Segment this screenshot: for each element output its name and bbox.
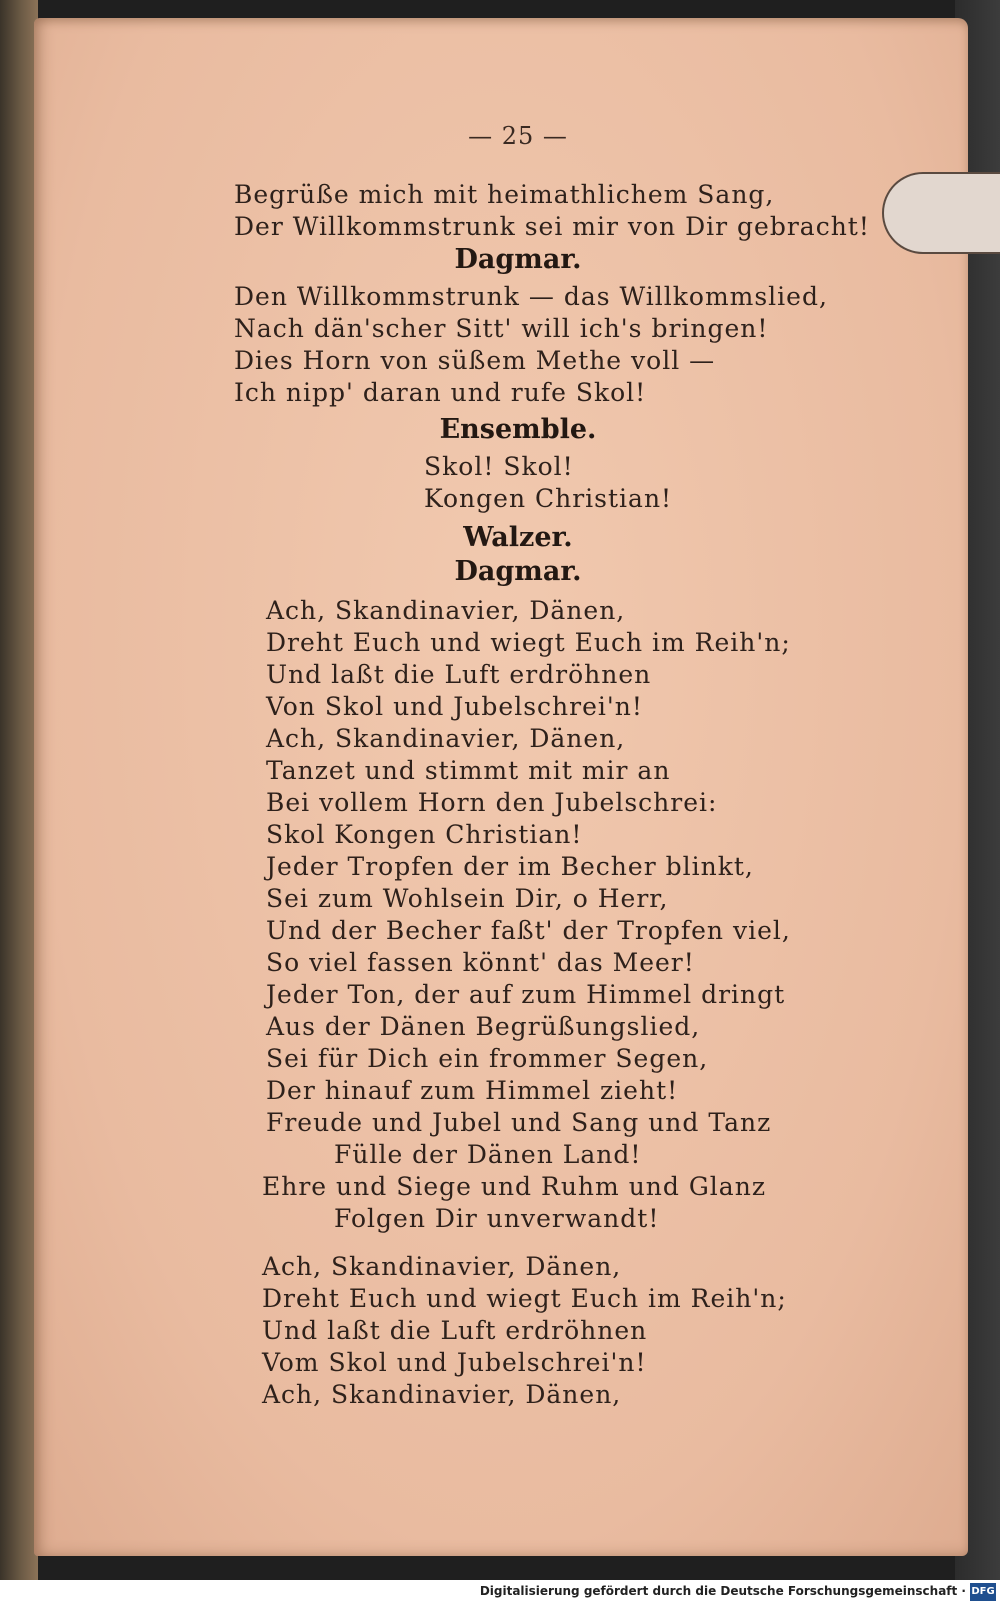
text-line: Kongen Christian! <box>424 484 673 513</box>
text-line: Skol! Skol! <box>424 452 574 481</box>
text-line: Ach, Skandinavier, Dänen, <box>266 724 626 753</box>
text-line: Nach dän'scher Sitt' will ich's bringen! <box>234 314 769 343</box>
section-heading: Ensemble. <box>439 414 597 445</box>
text-line: Skol Kongen Christian! <box>266 820 583 849</box>
dfg-logo: DFG <box>970 1583 996 1601</box>
page-number: — 25 — <box>468 122 568 150</box>
text-line: Den Willkommstrunk — das Willkommslied, <box>234 282 828 311</box>
book-spine-edge <box>0 0 38 1580</box>
text-line: Freude und Jubel und Sang und Tanz <box>266 1108 772 1137</box>
text-line: Fülle der Dänen Land! <box>334 1140 642 1169</box>
text-line: Dies Horn von süßem Methe voll — <box>234 346 716 375</box>
text-line: Sei zum Wohlsein Dir, o Herr, <box>266 884 669 913</box>
text-line: Jeder Ton, der auf zum Himmel dringt <box>266 980 786 1009</box>
text-line: Tanzet und stimmt mit mir an <box>266 756 671 785</box>
text-line: Ach, Skandinavier, Dänen, <box>262 1380 622 1409</box>
text-line: Begrüße mich mit heimathlichem Sang, <box>234 180 775 209</box>
page-marker-tab <box>882 172 1000 254</box>
text-line: Von Skol und Jubelschrei'n! <box>266 692 643 721</box>
text-line: Der hinauf zum Himmel zieht! <box>266 1076 679 1105</box>
digitization-credit: Digitalisierung gefördert durch die Deutsche Forschungsgemeinschaft · <box>479 1584 966 1598</box>
text-line: Dreht Euch und wiegt Euch im Reih'n; <box>266 628 791 657</box>
text-line: Und laßt die Luft erdröhnen <box>266 660 652 689</box>
text-line: Ach, Skandinavier, Dänen, <box>266 596 626 625</box>
text-line: Aus der Dänen Begrüßungslied, <box>266 1012 701 1041</box>
text-line: So viel fassen könnt' das Meer! <box>266 948 695 977</box>
text-line: Jeder Tropfen der im Becher blinkt, <box>266 852 754 881</box>
text-line: Sei für Dich ein frommer Segen, <box>266 1044 709 1073</box>
section-heading: Walzer. <box>463 522 573 553</box>
text-line: Bei vollem Horn den Jubelschrei: <box>266 788 718 817</box>
text-line: Ach, Skandinavier, Dänen, <box>262 1252 622 1281</box>
text-line: Folgen Dir unverwandt! <box>334 1204 660 1233</box>
text-line: Und laßt die Luft erdröhnen <box>262 1316 648 1345</box>
text-line: Ich nipp' daran und rufe Skol! <box>234 378 647 407</box>
text-line: Dreht Euch und wiegt Euch im Reih'n; <box>262 1284 787 1313</box>
speaker-heading: Dagmar. <box>454 244 582 275</box>
speaker-heading: Dagmar. <box>454 556 582 587</box>
text-line: Ehre und Siege und Ruhm und Glanz <box>262 1172 766 1201</box>
text-line: Vom Skol und Jubelschrei'n! <box>262 1348 647 1377</box>
text-line: Der Willkommstrunk sei mir von Dir gebracht! <box>234 212 870 241</box>
text-line: Und der Becher faßt' der Tropfen viel, <box>266 916 791 945</box>
